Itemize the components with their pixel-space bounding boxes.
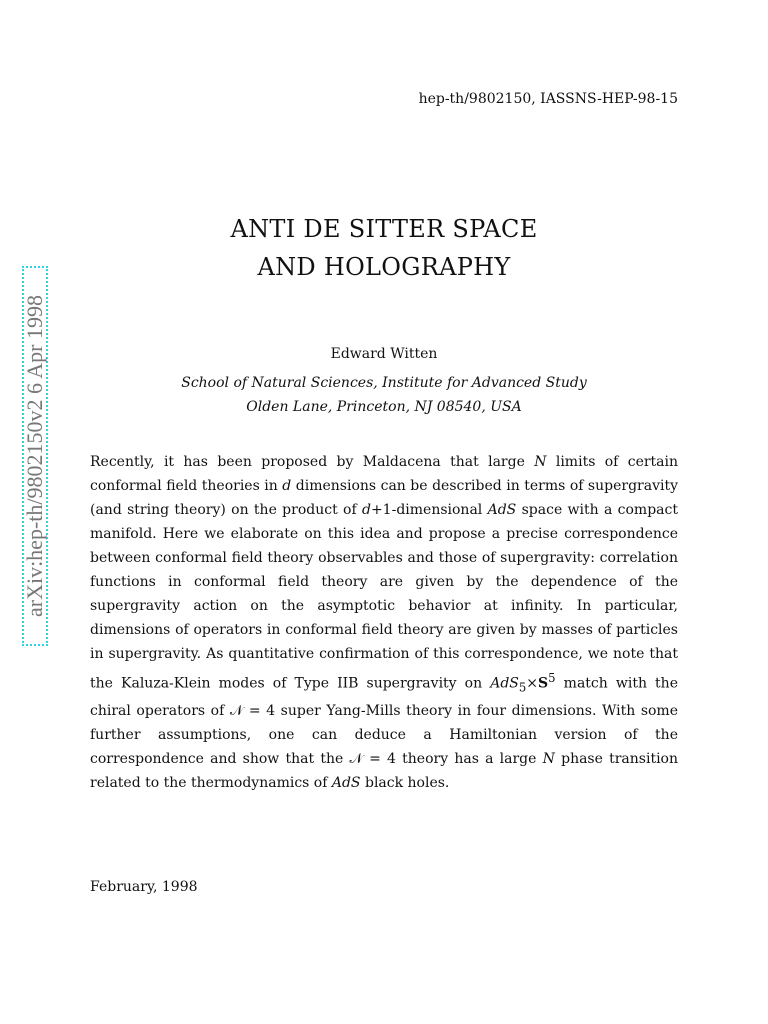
title-line-1: ANTI DE SITTER SPACE (230, 215, 538, 243)
date: February, 1998 (90, 879, 198, 895)
author: Edward Witten (330, 346, 438, 362)
title-line-2: AND HOLOGRAPHY (257, 253, 511, 281)
affiliation-line-2: Olden Lane, Princeton, NJ 08540, USA (246, 399, 522, 415)
paper-title (0, 210, 768, 286)
report-number: hep-th/9802150, IASSNS-HEP-98-15 (418, 91, 678, 107)
arxiv-stamp: arXiv:hep-th/9802150v2 6 Apr 1998 (22, 294, 47, 618)
abstract (90, 450, 678, 795)
abstract-paragraph: Recently, it has been proposed by Maldacena that large N limits of certain conformal field theories in d dimensions can be described in terms of supergravity (and string theory) on the product of d+1-dimensional AdS space with a compact manifold. Here we elaborate on this idea and propose a precise correspondence between conformal field theory observables and those of supergravity: correlation functions in conformal field theory are given by the dependence of the supergravity action on the asymptotic behavior at infinity. In particular, dimensions of operators in conformal field theory are given by masses of particles in supergravity. As quantitative confirmation of this correspondence, we note that the Kaluza-Klein modes of Type IIB supergravity on $AdS_5\times S^5$ match with the chiral operators of 𝒩 = 4 super Yang-Mills theory in four dimensions. With some further assumptions, one can deduce a Hamiltonian version of the correspondence and show that the 𝒩 = 4 theory has a large N phase transition related to the thermodynamics of AdS black holes. (90, 454, 679, 792)
affiliation-line-1: School of Natural Sciences, Institute for Advanced Study (181, 375, 587, 391)
